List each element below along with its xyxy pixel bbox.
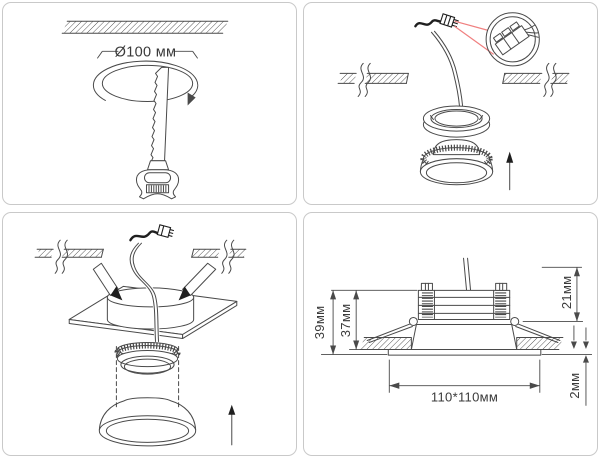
label-2mm: 2мм <box>566 372 582 399</box>
hole-diameter-label: Ø100 мм <box>114 44 177 61</box>
label-37mm: 37мм <box>338 303 354 338</box>
label-21mm: 21мм <box>558 275 574 310</box>
label-cutout: 110*110мм <box>430 389 499 405</box>
label-39mm: 39мм <box>312 305 328 340</box>
